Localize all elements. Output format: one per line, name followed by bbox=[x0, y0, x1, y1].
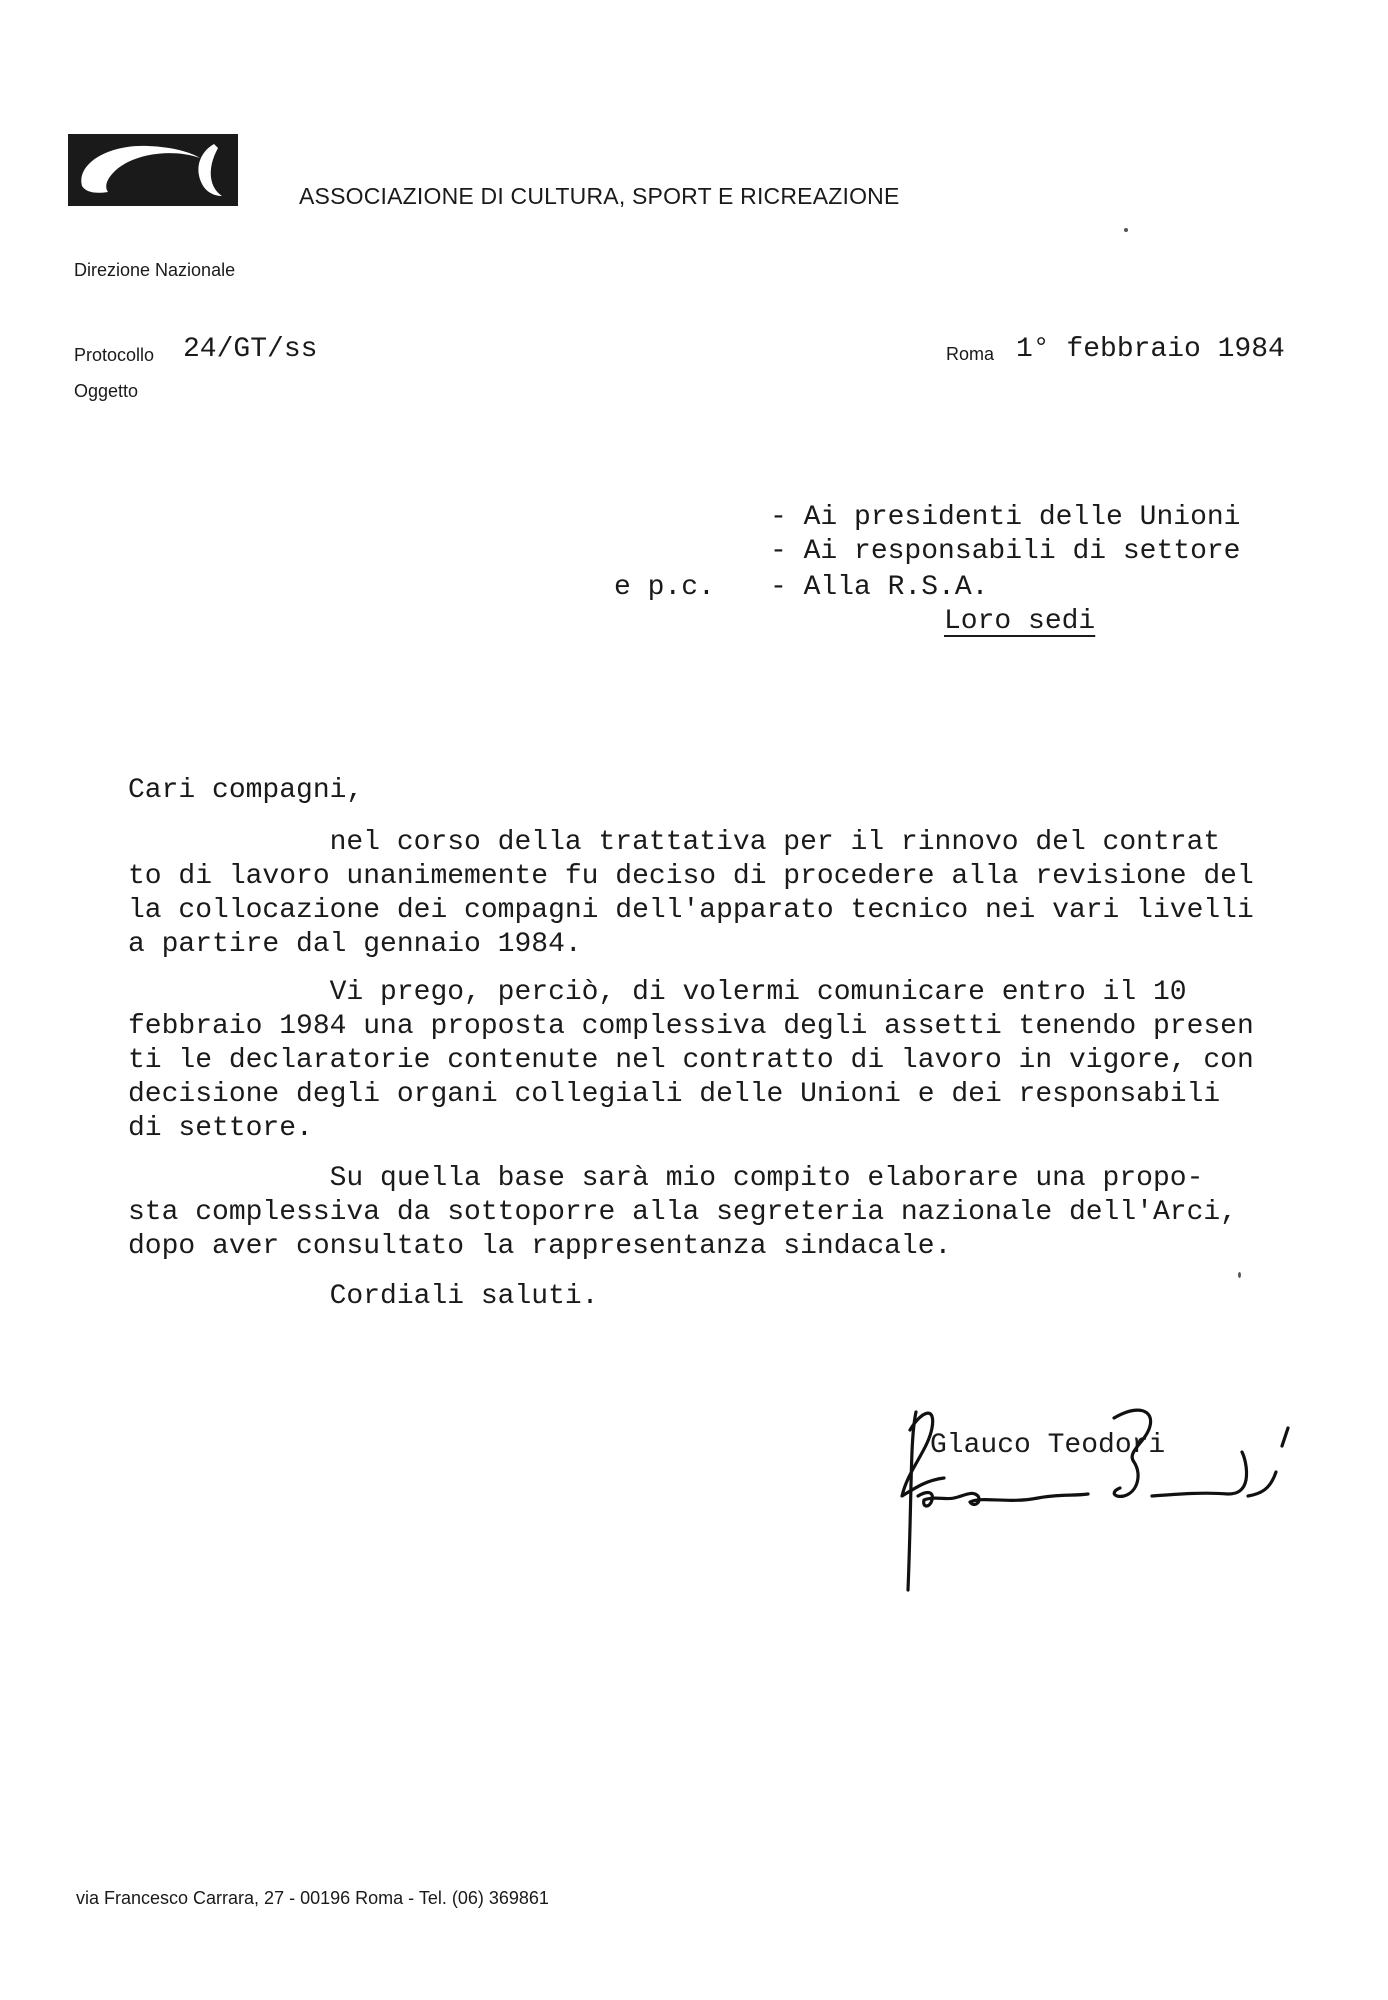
protocol-label: Protocollo bbox=[74, 345, 155, 365]
recipient-line: - Ai presidenti delle Unioni bbox=[770, 502, 1241, 533]
recipients-closing: Loro sedi bbox=[944, 606, 1096, 637]
protocol-number: 24/GT/ss bbox=[183, 334, 318, 365]
body-paragraph: nel corso della trattativa per il rinnovo del contrat to di lavoro unanimemente fu deciso di procedere alla revisione del la collocazione dei compagni dell'apparato tecnico nei vari livelli a partire dal gennaio 1984. bbox=[128, 827, 1254, 960]
cc-label: e p.c. bbox=[614, 572, 715, 603]
subject-label: Oggetto bbox=[74, 381, 139, 401]
recipient-line: - Ai responsabili di settore bbox=[770, 536, 1241, 567]
organization-logo bbox=[68, 134, 238, 206]
signer-name: Glauco Teodori bbox=[930, 1430, 1166, 1461]
recipient-line: - Alla R.S.A. bbox=[770, 572, 989, 603]
scan-speck bbox=[1238, 1272, 1241, 1278]
scan-speck bbox=[1124, 228, 1128, 232]
letter-date: 1° febbraio 1984 bbox=[1016, 334, 1285, 365]
closing-greeting: Cordiali saluti. bbox=[128, 1281, 599, 1312]
place-label: Roma bbox=[946, 344, 995, 364]
footer-address: via Francesco Carrara, 27 - 00196 Roma - Tel. (06) 369861 bbox=[76, 1888, 549, 1908]
handwritten-signature bbox=[888, 1400, 1308, 1600]
body-paragraph: Su quella base sarà mio compito elaborare una propo- sta complessiva da sottoporre alla segreteria nazionale dell'Arci, dopo aver consultato la rappresentanza sindacale. bbox=[128, 1163, 1237, 1262]
salutation: Cari compagni, bbox=[128, 775, 364, 806]
body-paragraph: Vi prego, perciò, di volermi comunicare entro il 10 febbraio 1984 una proposta complessiva degli assetti tenendo presen ti le declaratorie contenute nel contratto di lavoro in vigore, con decisione degli organi collegiali delle Unioni e dei responsabili di settore. bbox=[128, 977, 1254, 1144]
department-label: Direzione Nazionale bbox=[74, 260, 236, 280]
organization-name: ASSOCIAZIONE DI CULTURA, SPORT E RICREAZIONE bbox=[299, 183, 900, 209]
